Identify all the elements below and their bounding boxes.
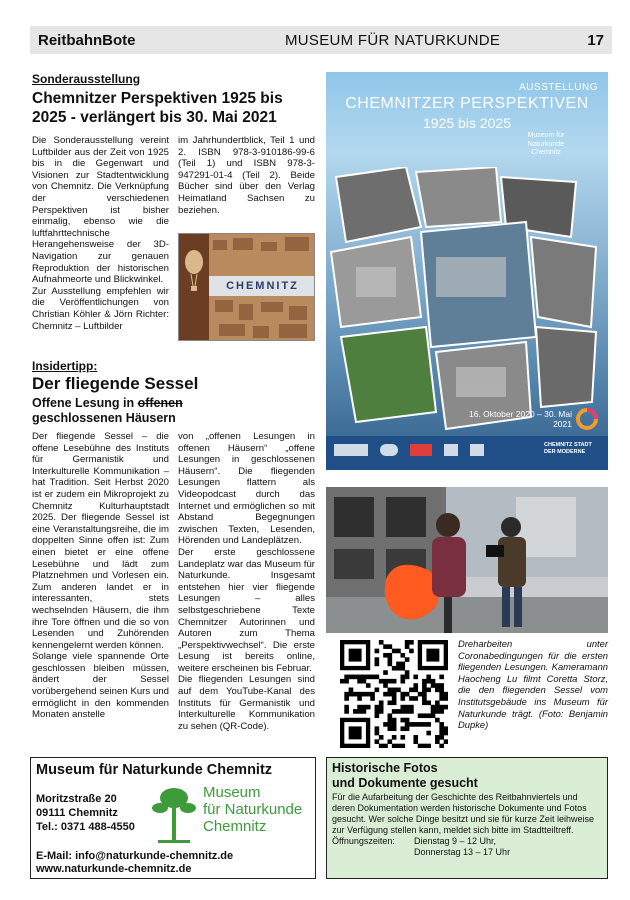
photo-caption: Dreharbeiten unter Coronabedingungen für die ersten fliegenden Lesungen. Kameramann Haocheng Lu filmt Coretta Storz, die den fliegenden Sessel vom Institutsgebäude ins Museum für Naturkunde trägt. (Foto: Benjamin Dupke) bbox=[458, 638, 608, 731]
museum-phone: Tel.: 0371 488-4550 bbox=[36, 821, 135, 833]
logo-line-2: für Naturkunde bbox=[203, 801, 303, 818]
article1-col1-text: Die Sonderausstellung vereint Luftbilder aus der Zeit von 1925 bis in die Gegenwart und Visionen zur Stadtentwicklung von Chemnitz. Die Verknüpfung der verschiedenen Perspektiven ist bisher einmalig, ebenso wie die luftfahrttechnische Herangehensweise der 3D-Navigation zur genauen Reproduktion der historischen Aufnahmeorte und Blickwinkel. bbox=[32, 135, 169, 286]
sponsor-logo-1 bbox=[334, 444, 368, 456]
page-number: 17 bbox=[587, 31, 604, 49]
article2-col1 bbox=[32, 431, 169, 721]
poster-city-label: CHEMNITZ STADT DER MODERNE bbox=[544, 442, 592, 455]
history-title-1: Historische Fotos bbox=[332, 761, 438, 775]
sponsor-logo-5 bbox=[470, 444, 484, 456]
page-header bbox=[30, 26, 612, 54]
museum-street: Moritzstraße 20 bbox=[36, 793, 117, 805]
article2-col2b-text: Der erste geschlossene Landeplatz war das Museum für Naturkunde. Insgesamt entstehen hier vier fliegende Lesungen – alles selbstgeschriebene Texte Chemnitzer Autorinnen und Autoren zum Thema „Perspektivwechsel“. Die erste Lesung ist bereits online, weitere erscheinen bis Februar. bbox=[178, 546, 315, 674]
subtitle-part-b: geschlossenen Häusern bbox=[32, 411, 176, 425]
museum-box-title: Museum für Naturkunde Chemnitz bbox=[36, 762, 273, 778]
article1-col1b-text: Zur Ausstellung empfehlen wir die Veröffentlichungen von Christian Köhler & Jörn Richter: Chemnitz – Luftbilder bbox=[32, 285, 169, 332]
hours-thursday: Donnerstag 13 – 17 Uhr bbox=[414, 847, 511, 857]
qr-code-icon bbox=[340, 640, 448, 748]
balloon-icon bbox=[179, 244, 209, 304]
newspaper-name: ReitbahnBote bbox=[38, 31, 136, 49]
museum-email[interactable]: E-Mail: info@naturkunde-chemnitz.de bbox=[36, 850, 234, 862]
museum-contact-box bbox=[30, 757, 316, 879]
article1-kicker: Sonderausstellung bbox=[32, 72, 141, 86]
sponsor-logo-4 bbox=[444, 444, 458, 456]
sponsor-logos bbox=[334, 444, 484, 456]
logo-line-3: Chemnitz bbox=[203, 818, 267, 835]
filming-photo bbox=[326, 487, 608, 633]
museum-logo-icon bbox=[148, 784, 200, 846]
history-box-title bbox=[332, 761, 602, 791]
poster-footer bbox=[326, 436, 608, 470]
youtube-qr-code[interactable] bbox=[340, 640, 448, 748]
article2-title: Der fliegende Sessel bbox=[32, 374, 199, 393]
poster-photo-collage bbox=[326, 167, 608, 437]
museum-website[interactable]: www.naturkunde-chemnitz.de bbox=[36, 863, 192, 875]
hours-values bbox=[414, 836, 510, 858]
article1-title: Chemnitzer Perspektiven 1925 bis 2025 - verlängert bis 30. Mai 2021 bbox=[32, 90, 283, 126]
section-title: MUSEUM FÜR NATURKUNDE bbox=[285, 31, 501, 49]
article2-col1-text: Der fliegende Sessel – die offene Lesebühne des Instituts für Germanistik und Interkulturelle Kommunikation – hat Tradition. Seit Herbst 2020 ist er zudem ein Mikroprojekt zu Chemnitz Kulturhauptstadt 2025. Der fliegende Sessel ist eine Veranstaltungsreihe, die im doppelten Sinne offen ist: Zum einen bietet er eine offene Lesebühne und lädt zum Platznehmen und Vorlesen ein. Zum anderen landet er in interessanten, stets wechselnden Häusern, die ihm ihre Tore öffnen und die so von Lesenden und Zuhörenden kennengelernt werden können. bbox=[32, 431, 169, 651]
museum-address bbox=[36, 792, 135, 834]
subtitle-strikethrough: offenen bbox=[137, 396, 183, 410]
article2-col2 bbox=[178, 431, 315, 732]
poster-years: 1925 bis 2025 bbox=[423, 115, 511, 131]
sponsor-logo-3 bbox=[410, 444, 432, 456]
poster-title: CHEMNITZER PERSPEKTIVEN bbox=[345, 95, 589, 112]
exhibition-poster bbox=[326, 72, 608, 470]
article1-col2: im Jahrhundertblick, Teil 1 und 2. ISBN 978-3-910186-99-6 (Teil 1) und ISBN 978-3-947291-01-4 (Teil 2). Beide Bücher sind über den Verlag Heimatland Sachsen zu beziehen. bbox=[178, 135, 315, 216]
poster-logo-icon bbox=[576, 408, 598, 430]
article2-col2c-text: Die fliegenden Lesungen sind auf dem YouTube-Kanal des Instituts für Germanistik und Interkulturelle Kommunikation zu sehen (QR-Code). bbox=[178, 674, 315, 732]
history-opening-hours bbox=[332, 836, 602, 858]
museum-city: 09111 Chemnitz bbox=[36, 807, 118, 819]
article2-kicker: Insidertipp: bbox=[32, 359, 98, 373]
hours-label: Öffnungszeiten: bbox=[332, 836, 395, 846]
hours-tuesday: Dienstag 9 – 12 Uhr, bbox=[414, 836, 497, 846]
logo-line-1: Museum bbox=[203, 784, 261, 801]
poster-label: AUSSTELLUNG bbox=[519, 82, 598, 93]
book-cover-image bbox=[178, 233, 315, 341]
history-title-2: und Dokumente gesucht bbox=[332, 776, 478, 790]
filming-scene bbox=[326, 487, 608, 633]
article2-subtitle bbox=[32, 396, 232, 426]
article1-col1 bbox=[32, 135, 169, 332]
sponsor-logo-2 bbox=[380, 444, 398, 456]
poster-dates: 16. Oktober 2020 – 30. Mai 2021 bbox=[468, 409, 572, 429]
article2-col2-text: von „offenen Lesungen in offenen Häusern“ „offene Lesungen in geschlossenen Häusern“. Die fliegenden Lesungen flattern als Videopodcast durch das Internet und ermöglichen so mit Abstand Begegnungen zwischen Texten, Lesenden, Hörenden und Landeplätzen. bbox=[178, 431, 315, 547]
book-title: CHEMNITZ bbox=[209, 276, 315, 296]
museum-web-contacts bbox=[36, 850, 233, 876]
poster-museum: Museum für Naturkunde Chemnitz bbox=[527, 132, 565, 156]
subtitle-part-a: Offene Lesung in bbox=[32, 396, 138, 410]
museum-logo-text bbox=[203, 784, 302, 835]
article2-col1b-text: Solange viele spannende Orte geschlossen bleiben müssen, ändert der Sessel vorübergehend seinen Kurs und ermöglicht in den kommenden Monaten anstelle bbox=[32, 651, 169, 721]
historical-photos-box bbox=[326, 757, 608, 879]
book-spine bbox=[179, 234, 209, 341]
history-box-text: Für die Aufarbeitung der Geschichte des Reitbahnviertels und deren Dokumentation werden historische Dokumente und Fotos gesucht. Wer solche Dinge besitzt und sie für kurze Zeit leihweise zur Verfügung stellen kann, meldet sich bitte im Stadtteiltreff. bbox=[332, 792, 594, 835]
